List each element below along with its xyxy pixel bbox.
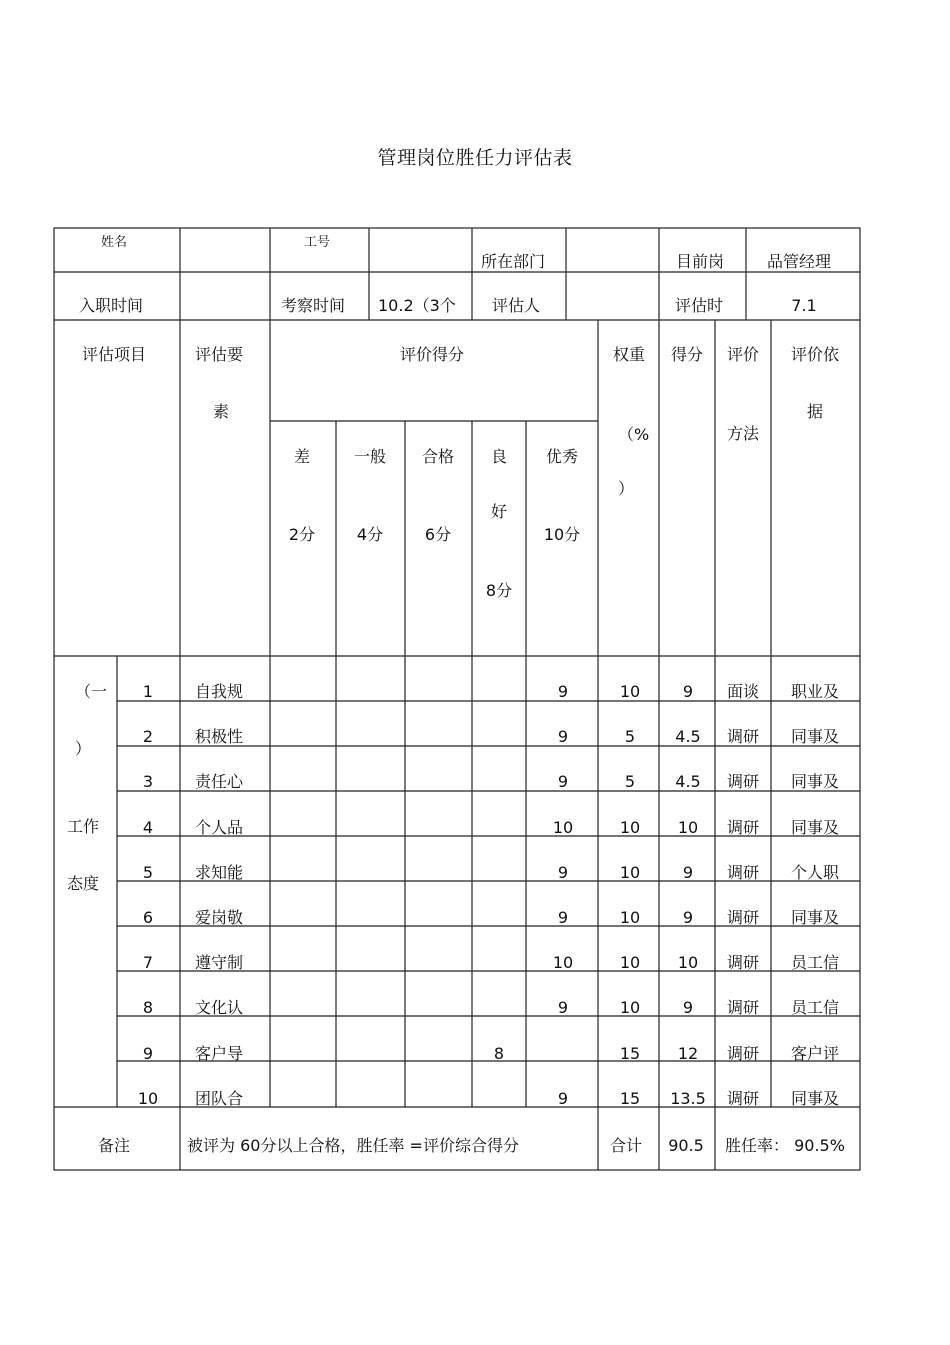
row-good-score: 8 bbox=[493, 1043, 505, 1063]
row-element: 团队合 bbox=[195, 1088, 244, 1108]
col-method-header-1: 评价 bbox=[726, 345, 760, 364]
row-weight: 5 bbox=[624, 727, 636, 747]
row-element: 遵守制 bbox=[195, 953, 244, 973]
row-score: 4.5 bbox=[675, 772, 701, 792]
col-basis-header-1: 评价依 bbox=[790, 345, 840, 364]
row-weight: 5 bbox=[624, 772, 636, 792]
row-weight: 10 bbox=[619, 953, 641, 973]
row-basis: 同事及 bbox=[790, 817, 840, 837]
col-weight-header-2: （% bbox=[618, 425, 650, 444]
remark-text: 被评为 60分以上合格，胜任率 =评价综合得分 bbox=[187, 1136, 519, 1155]
row-number: 3 bbox=[142, 772, 154, 792]
row-number: 2 bbox=[142, 727, 154, 747]
position-value: 品管经理 bbox=[767, 252, 832, 271]
row-number: 6 bbox=[142, 908, 154, 927]
level-fair-name: 一般 bbox=[353, 447, 387, 466]
category-label-4: 态度 bbox=[67, 874, 100, 893]
eval-time-value: 7.1 bbox=[791, 296, 817, 315]
row-method: 调研 bbox=[726, 998, 760, 1018]
row-method: 面谈 bbox=[726, 682, 760, 701]
row-basis: 同事及 bbox=[790, 1088, 840, 1108]
level-poor-points: 2分 bbox=[288, 525, 316, 544]
row-method: 调研 bbox=[726, 817, 760, 837]
total-value: 90.5 bbox=[668, 1136, 704, 1155]
row-score: 10 bbox=[677, 817, 699, 837]
row-element: 客户导 bbox=[195, 1043, 244, 1063]
name-label: 姓名 bbox=[100, 235, 128, 250]
assessor-label: 评估人 bbox=[492, 296, 541, 315]
row-excellent-score: 10 bbox=[552, 953, 574, 973]
review-period-value: 10.2（3个 bbox=[378, 296, 456, 315]
level-good-points: 8分 bbox=[485, 581, 513, 600]
row-score: 13.5 bbox=[670, 1088, 706, 1108]
row-basis: 客户评 bbox=[790, 1043, 840, 1063]
hire-date-label: 入职时间 bbox=[79, 296, 144, 315]
row-number: 7 bbox=[142, 953, 154, 973]
col-score-header: 得分 bbox=[670, 345, 704, 364]
row-weight: 15 bbox=[619, 1043, 641, 1063]
row-excellent-score: 10 bbox=[552, 817, 574, 837]
row-element: 求知能 bbox=[195, 862, 244, 882]
row-number: 9 bbox=[142, 1043, 154, 1063]
employee-id-label: 工号 bbox=[303, 235, 331, 250]
row-method: 调研 bbox=[726, 772, 760, 792]
row-number: 5 bbox=[142, 862, 154, 882]
row-element: 责任心 bbox=[195, 772, 244, 792]
row-score: 9 bbox=[682, 682, 694, 701]
row-weight: 10 bbox=[619, 862, 641, 882]
row-excellent-score: 9 bbox=[557, 1088, 569, 1108]
level-excellent-name: 优秀 bbox=[545, 447, 579, 466]
row-basis: 员工信 bbox=[790, 953, 840, 973]
row-weight: 10 bbox=[619, 817, 641, 837]
col-item-header: 评估项目 bbox=[81, 345, 147, 364]
row-excellent-score: 9 bbox=[557, 908, 569, 927]
level-excellent-points: 10分 bbox=[543, 525, 581, 544]
row-method: 调研 bbox=[726, 862, 760, 882]
row-number: 1 bbox=[142, 682, 154, 701]
row-element: 自我规 bbox=[195, 682, 244, 701]
level-good-name-1: 良 bbox=[490, 447, 508, 466]
row-excellent-score: 9 bbox=[557, 682, 569, 701]
row-method: 调研 bbox=[726, 953, 760, 973]
row-method: 调研 bbox=[726, 1088, 760, 1108]
row-score: 9 bbox=[682, 908, 694, 927]
remark-label: 备注 bbox=[97, 1136, 131, 1155]
row-excellent-score: 9 bbox=[557, 998, 569, 1018]
row-basis: 同事及 bbox=[790, 908, 840, 927]
col-element-header-2: 素 bbox=[213, 402, 230, 421]
category-label-2: ） bbox=[75, 739, 92, 758]
position-label: 目前岗 bbox=[676, 252, 725, 271]
total-label: 合计 bbox=[609, 1136, 643, 1155]
row-basis: 个人职 bbox=[790, 862, 840, 882]
row-basis: 员工信 bbox=[790, 998, 840, 1018]
level-pass-points: 6分 bbox=[424, 525, 452, 544]
level-pass-name: 合格 bbox=[421, 447, 455, 466]
row-basis: 同事及 bbox=[790, 772, 840, 792]
row-basis: 同事及 bbox=[790, 727, 840, 747]
row-score: 9 bbox=[682, 998, 694, 1018]
row-method: 调研 bbox=[726, 1043, 760, 1063]
category-label-1: （一 bbox=[75, 682, 108, 701]
col-basis-header-2: 据 bbox=[806, 402, 824, 421]
row-element: 文化认 bbox=[195, 998, 244, 1018]
row-score: 12 bbox=[677, 1043, 699, 1063]
col-method-header-2: 方法 bbox=[726, 424, 760, 443]
row-weight: 15 bbox=[619, 1088, 641, 1108]
row-weight: 10 bbox=[619, 908, 641, 927]
row-score: 4.5 bbox=[675, 727, 701, 747]
level-good-name-2: 好 bbox=[490, 502, 508, 521]
row-number: 10 bbox=[137, 1088, 159, 1108]
col-weight-header-3: ） bbox=[618, 479, 635, 498]
row-excellent-score: 9 bbox=[557, 727, 569, 747]
row-element: 积极性 bbox=[195, 727, 244, 747]
col-score-group-header: 评价得分 bbox=[399, 345, 465, 364]
row-number: 8 bbox=[142, 998, 154, 1018]
row-excellent-score: 9 bbox=[557, 772, 569, 792]
row-excellent-score: 9 bbox=[557, 862, 569, 882]
row-score: 10 bbox=[677, 953, 699, 973]
department-label: 所在部门 bbox=[481, 252, 546, 271]
col-weight-header-1: 权重 bbox=[612, 345, 646, 364]
row-basis: 职业及 bbox=[790, 682, 840, 701]
competency-rate: 胜任率： 90.5% bbox=[725, 1136, 845, 1155]
eval-time-label: 评估时 bbox=[675, 296, 724, 315]
level-poor-name: 差 bbox=[293, 447, 311, 466]
row-element: 个人品 bbox=[195, 817, 244, 837]
row-element: 爱岗敬 bbox=[195, 908, 244, 927]
level-fair-points: 4分 bbox=[356, 525, 384, 544]
row-method: 调研 bbox=[726, 908, 760, 927]
row-weight: 10 bbox=[619, 998, 641, 1018]
row-method: 调研 bbox=[726, 727, 760, 747]
document-title: 管理岗位胜任力评估表 bbox=[377, 147, 573, 169]
col-element-header-1: 评估要 bbox=[195, 345, 244, 364]
row-weight: 10 bbox=[619, 682, 641, 701]
row-number: 4 bbox=[142, 817, 154, 837]
review-period-label: 考察时间 bbox=[281, 296, 346, 315]
category-label-3: 工作 bbox=[67, 817, 100, 836]
row-score: 9 bbox=[682, 862, 694, 882]
